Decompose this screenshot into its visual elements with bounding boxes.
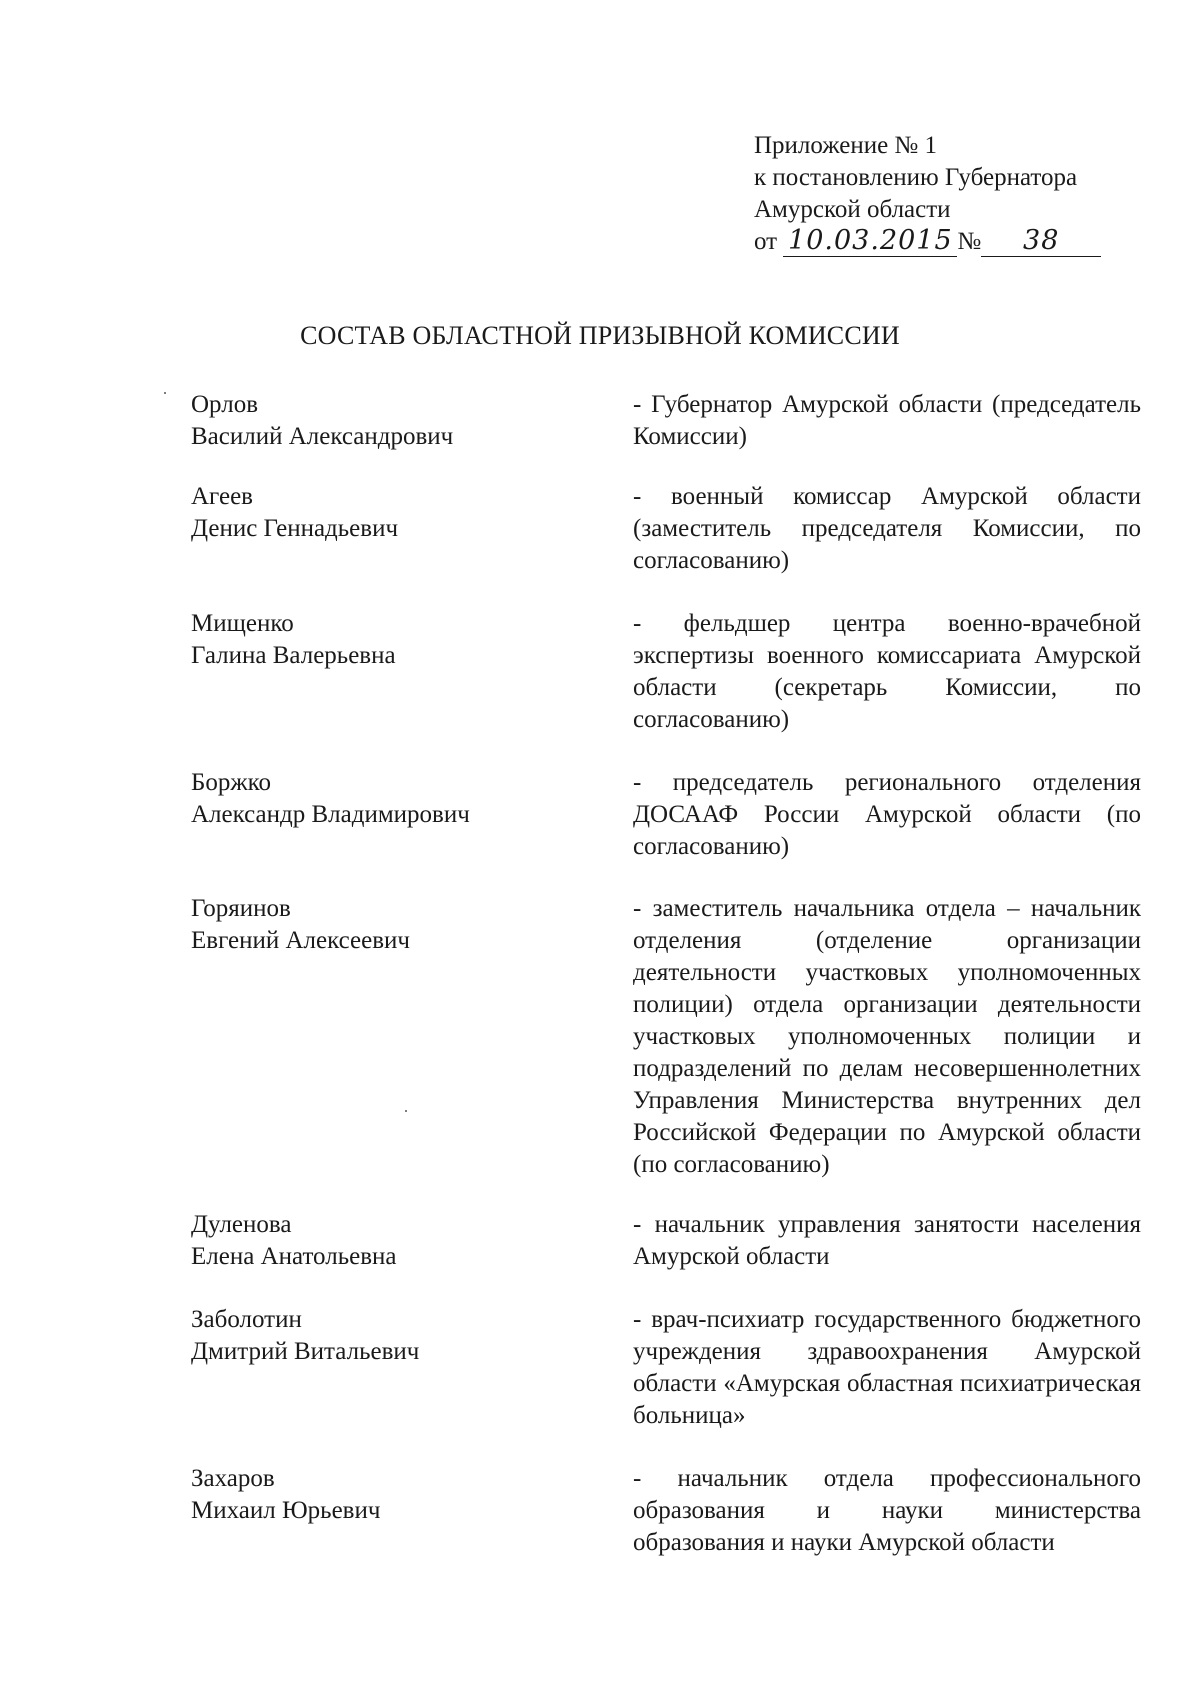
member-role: - начальник управления занятости населения Амурской области xyxy=(633,1211,1141,1270)
member-given-names: Василий Александрович xyxy=(191,423,454,450)
member-name xyxy=(191,389,591,453)
member-surname: Мищенко xyxy=(191,610,294,637)
member-role: - начальник отдела профессионального образования и науки министерства образования и науки Амурской области xyxy=(633,1465,1141,1556)
date-field xyxy=(783,227,957,257)
member-surname: Заболотин xyxy=(191,1306,302,1333)
member-given-names: Александр Владимирович xyxy=(191,801,470,828)
member-given-names: Дмитрий Витальевич xyxy=(191,1338,420,1365)
appendix-header xyxy=(754,130,1174,258)
handwritten-number: 38 xyxy=(1023,225,1060,256)
member-surname: Орлов xyxy=(191,391,259,418)
member-given-names: Евгений Алексеевич xyxy=(191,927,410,954)
appendix-line-3: Амурской области xyxy=(754,196,951,223)
member-name xyxy=(191,481,591,545)
member-name xyxy=(191,608,591,672)
member-role: - Губернатор Амурской области (председатель Комиссии) xyxy=(633,391,1141,450)
date-prefix: от xyxy=(754,228,778,255)
member-role: - председатель регионального отделения ДОСААФ России Амурской области (по согласованию) xyxy=(633,769,1141,860)
number-field xyxy=(981,227,1101,257)
member-given-names: Елена Анатольевна xyxy=(191,1243,397,1270)
member-given-names: Галина Валерьевна xyxy=(191,642,396,669)
member-surname: Захаров xyxy=(191,1465,275,1492)
member-role: - военный комиссар Амурской области (заместитель председателя Комиссии, по согласованию) xyxy=(633,483,1141,574)
member-surname: Боржко xyxy=(191,769,272,796)
member-surname: Агеев xyxy=(191,483,253,510)
member-role: - врач-психиатр государственного бюджетного учреждения здравоохранения Амурской области «Амурская областная психиатрическая больница» xyxy=(633,1306,1141,1429)
member-name xyxy=(191,893,591,957)
page-title: СОСТАВ ОБЛАСТНОЙ ПРИЗЫВНОЙ КОМИССИИ xyxy=(300,321,900,350)
appendix-date-line xyxy=(754,226,1174,258)
member-surname: Дуленова xyxy=(191,1211,292,1238)
member-name xyxy=(191,1463,591,1527)
number-sign: № xyxy=(957,228,982,255)
member-name xyxy=(191,1209,591,1273)
appendix-line-2: к постановлению Губернатора xyxy=(754,164,1078,191)
handwritten-date: 10.03.2015 xyxy=(788,225,953,256)
member-name xyxy=(191,1304,591,1368)
appendix-line-1: Приложение № 1 xyxy=(754,132,938,159)
member-given-names: Михаил Юрьевич xyxy=(191,1497,381,1524)
member-role: - заместитель начальника отдела – начальник отделения (отделение организации деятельности участковых уполномоченных полиции) отдела организации деятельности участковых уполномоченных полиции и подразделений по делам несовершеннолетних Управления Министерства внутренних дел Российской Федерации по Амурской области (по согласованию) xyxy=(633,895,1141,1178)
member-surname: Горяинов xyxy=(191,895,291,922)
member-given-names: Денис Геннадьевич xyxy=(191,515,399,542)
scan-speck xyxy=(164,392,166,394)
member-name xyxy=(191,767,591,831)
member-role: - фельдшер центра военно-врачебной экспертизы военного комиссариата Амурской области (секретарь Комиссии, по согласованию) xyxy=(633,610,1141,733)
scan-speck xyxy=(405,1110,407,1112)
